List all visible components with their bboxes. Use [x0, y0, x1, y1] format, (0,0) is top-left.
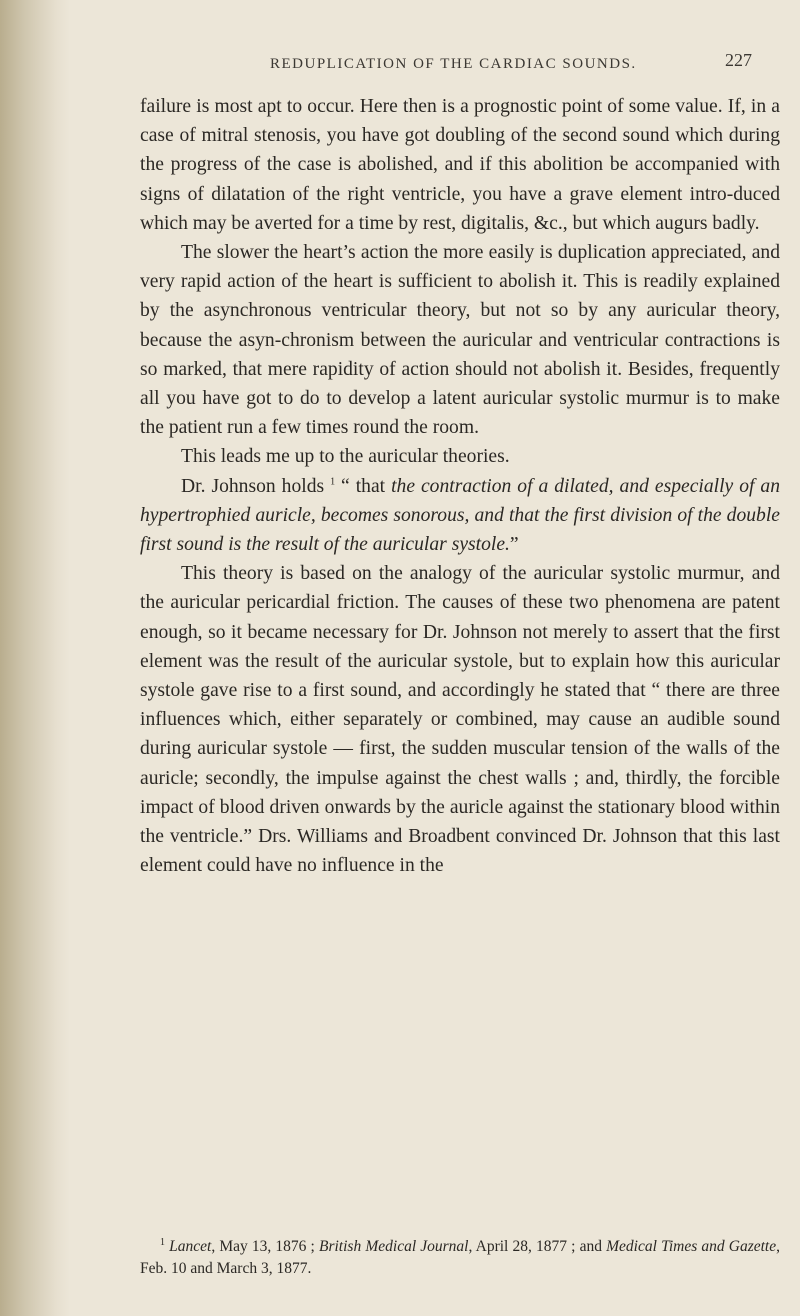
running-title: REDUPLICATION OF THE CARDIAC SOUNDS.: [270, 56, 637, 72]
book-page: [70, 0, 800, 1316]
johnson-quotation: the contraction of a dilated, and especially of an hypertrophied auricle, becomes sonorous, and that the first division of the double first sound is the result of the auricular systole.: [140, 475, 780, 556]
footnote-text: [140, 1236, 780, 1280]
footnote-date-1: , May 13, 1876 ;: [211, 1238, 319, 1255]
paragraph-3: This leads me up to the auricular theories.: [181, 446, 510, 468]
body-text: [140, 92, 780, 880]
page-number: 227: [725, 50, 752, 70]
close-quote: ”: [509, 534, 519, 556]
footnote-date-3: , Feb. 10 and March 3, 1877.: [140, 1238, 780, 1277]
page-edge-shadow: [0, 0, 70, 1316]
paragraph-4-lead: Dr. Johnson holds: [181, 475, 325, 497]
open-quote: “ that: [335, 475, 392, 497]
paragraph-1: failure is most apt to occur. Here then is a prognostic point of some value. If, in a case of mitral stenosis, you have got doubling of the second sound which during the progress of the case is abolished, and if this abolition be accompanied with signs of dilatation of the right ventricle, you have a grave element intro-duced which may be averted for a time by rest, digitalis, &c., but which augurs badly.: [140, 96, 780, 234]
paragraph-4: [140, 472, 780, 560]
footnote-date-2: , April 28, 1877 ; and: [468, 1238, 607, 1255]
footnote-marker: 1: [160, 1236, 165, 1248]
paragraph-5: This theory is based on the analogy of the auricular systolic murmur, and the auricular pericardial friction. The causes of these two phenomena are patent enough, so it became necessary for Dr. Johnson not merely to assert that the first element was the result of the auricular systole, but to explain how this auricular systole gave rise to a first sound, and accordingly he stated that “ there are three influences which, either separately or combined, may cause an audible sound during auricular systole — first, the sudden muscular tension of the walls of the auricle; secondly, the impulse against the chest walls ; and, thirdly, the forcible impact of blood driven onwards by the auricle against the stationary blood within the ventricle.” Drs. Williams and Broadbent convinced Dr. Johnson that this last element could have no influence in the: [140, 563, 780, 877]
footnote-source-bmj: British Medical Journal: [319, 1238, 469, 1255]
footnote: [140, 1236, 780, 1280]
footnote-source-mtg: Medical Times and Gazette: [606, 1238, 777, 1255]
footnote-source-lancet: Lancet: [169, 1238, 212, 1255]
footnote-reference: 1: [330, 476, 336, 488]
paragraph-2: The slower the heart’s action the more easily is duplication appreciated, and very rapid action of the heart is sufficient to abolish it. This is readily explained by the asynchronous ventricular theory, but not so by any auricular theory, because the asyn-chronism between the auricular and ventricular contractions is so marked, that mere rapidity of action should not abolish it. Besides, frequently all you have got to do to develop a latent auricular systolic murmur is to make the patient run a few times round the room.: [140, 242, 780, 439]
